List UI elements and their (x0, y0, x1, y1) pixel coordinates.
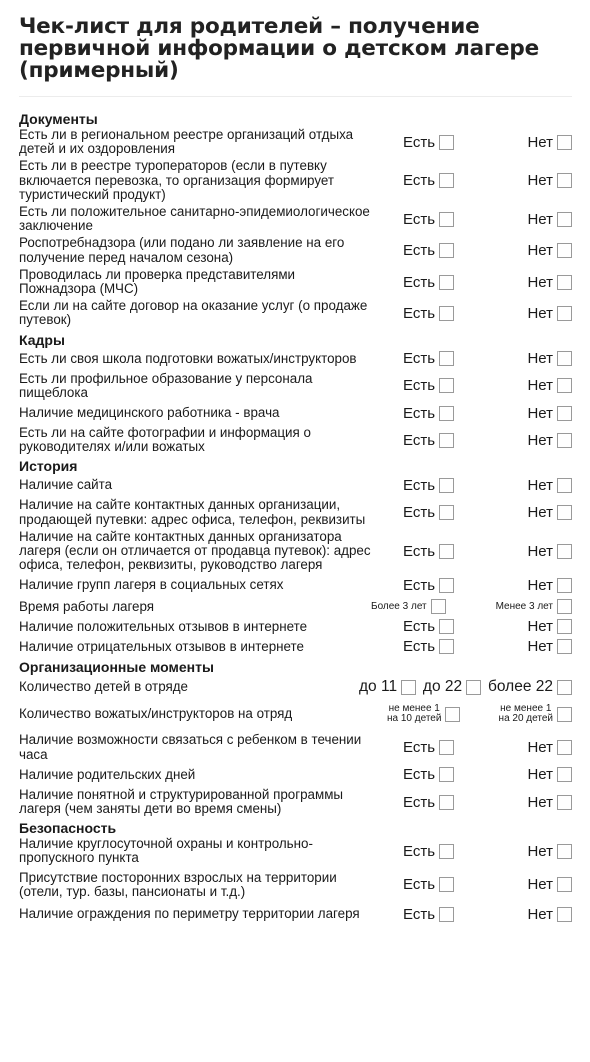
option-no[interactable] (527, 618, 572, 635)
answer-options (371, 209, 572, 229)
section-title: Документы (19, 111, 98, 127)
checkbox-yes[interactable] (439, 505, 454, 520)
option-no[interactable] (527, 242, 572, 259)
option-yes[interactable] (403, 618, 454, 635)
option-no[interactable] (527, 638, 572, 655)
checkbox-no[interactable] (557, 406, 572, 421)
checkbox-children-c[interactable] (557, 680, 572, 695)
answer-options (371, 792, 572, 812)
answer-options (371, 575, 572, 595)
checklist-row (19, 425, 572, 456)
checklist-row (19, 574, 572, 597)
answer-options (371, 841, 572, 861)
checkbox-less-3-years[interactable] (557, 599, 572, 614)
checklist-row (19, 371, 572, 402)
answer-options (371, 241, 572, 261)
checklist-row (19, 298, 572, 329)
question-text: Наличие положительных отзывов в интернете (19, 618, 308, 634)
option-no[interactable] (527, 794, 572, 811)
option-yes[interactable] (403, 843, 454, 860)
option-more-3-years[interactable] (371, 599, 446, 614)
option-yes-label: Есть (403, 876, 436, 894)
question-text: Наличие групп лагеря в социальных сетях (19, 577, 284, 593)
option-yes[interactable] (403, 242, 454, 259)
checkbox-yes[interactable] (439, 243, 454, 258)
checklist-row (19, 787, 572, 818)
option-no-label: Нет (527, 273, 553, 291)
option-label (387, 704, 441, 724)
checkbox-no[interactable] (557, 306, 572, 321)
checkbox-more-3-years[interactable] (431, 599, 446, 614)
option-yes-label: Есть (403, 793, 436, 811)
checklist-row (19, 127, 572, 158)
checklist-row (19, 497, 572, 528)
option-no-label: Нет (527, 842, 553, 860)
checklist-row (19, 474, 572, 497)
checkbox-yes[interactable] (439, 306, 454, 321)
option-no[interactable] (527, 477, 572, 494)
option-no-label: Нет (527, 504, 553, 522)
option-no-label: Нет (527, 350, 553, 368)
option-yes-label: Есть (403, 542, 436, 560)
question-text: Есть ли в региональном реестре организаций отдыха детей и их оздоровления (19, 127, 354, 157)
answer-options (371, 171, 572, 191)
checkbox-yes[interactable] (439, 639, 454, 654)
checkbox-no[interactable] (557, 135, 572, 150)
question-text: Наличие родительских дней (19, 766, 196, 782)
checkbox-no[interactable] (557, 907, 572, 922)
option-no[interactable] (527, 766, 572, 783)
checkbox-yes[interactable] (439, 907, 454, 922)
question-text: Есть ли профильное образование у персонала пищеблока (19, 370, 313, 400)
checkbox-yes[interactable] (439, 619, 454, 634)
checkbox-no[interactable] (557, 740, 572, 755)
checkbox-no[interactable] (557, 505, 572, 520)
checkbox-yes[interactable] (439, 544, 454, 559)
checklist-row-work-time (19, 597, 572, 617)
option-yes[interactable] (403, 543, 454, 560)
question-text: Если ли на сайте договор на оказание услуг (о продаже путевок) (19, 298, 368, 328)
option-yes[interactable] (403, 739, 454, 756)
checklist-row (19, 348, 572, 371)
option-less-3-years[interactable] (496, 599, 572, 614)
checklist-row (19, 158, 572, 204)
option-yes[interactable] (403, 577, 454, 594)
checklist-row (19, 529, 572, 575)
option-no-label: Нет (527, 133, 553, 151)
option-no-label: Нет (527, 304, 553, 322)
option-yes-label: Есть (403, 739, 436, 757)
checklist-row (19, 617, 572, 637)
section-title: История (19, 458, 78, 475)
question-text: Есть ли положительное санитарно-эпидемиологическое заключение (19, 204, 370, 234)
option-label: до 11 (359, 678, 398, 696)
answer-options (371, 430, 572, 450)
checkbox-no[interactable] (557, 795, 572, 810)
checkbox-yes[interactable] (439, 767, 454, 782)
checkbox-yes[interactable] (439, 844, 454, 859)
option-no[interactable] (527, 305, 572, 322)
answer-options (371, 598, 572, 615)
question-text: Наличие возможности связаться с ребенком в течении часа (19, 732, 362, 762)
section-staff (19, 330, 572, 457)
option-no-label: Нет (527, 766, 553, 784)
option-yes[interactable] (403, 794, 454, 811)
option-label-line1: не менее 1 (500, 703, 552, 715)
option-yes-label: Есть (403, 210, 436, 228)
option-label-line2: на 20 детей (498, 713, 553, 725)
checklist-row (19, 903, 572, 928)
checkbox-no[interactable] (557, 478, 572, 493)
checklist-row (19, 836, 572, 869)
option-yes-label: Есть (403, 504, 436, 522)
checkbox-no[interactable] (557, 544, 572, 559)
option-yes[interactable] (403, 876, 454, 893)
option-label: Более 3 лет (371, 601, 427, 613)
option-no[interactable] (527, 543, 572, 560)
question-text: Наличие на сайте контактных данных организации, продающей путевки: адрес офиса, телефон, реквизиты (19, 497, 366, 527)
option-yes[interactable] (403, 766, 454, 783)
option-yes[interactable] (403, 172, 454, 189)
checklist-row-counselors (19, 700, 572, 732)
answer-options (387, 704, 572, 724)
answer-options (371, 376, 572, 396)
option-no[interactable] (527, 906, 572, 923)
option-yes[interactable] (403, 432, 454, 449)
option-yes-label: Есть (403, 766, 436, 784)
option-yes-label: Есть (403, 304, 436, 322)
option-label-line1: не менее 1 (388, 703, 440, 715)
checkbox-children-b[interactable] (466, 680, 481, 695)
option-yes-label: Есть (403, 618, 436, 636)
option-yes[interactable] (403, 274, 454, 291)
option-no[interactable] (527, 274, 572, 291)
checklist-row-children-count (19, 675, 572, 700)
option-children-c[interactable] (488, 678, 572, 696)
checkbox-no[interactable] (557, 212, 572, 227)
checkbox-no[interactable] (557, 844, 572, 859)
option-no[interactable] (527, 405, 572, 422)
question-text: Количество детей в отряде (19, 679, 189, 695)
question-text: Наличие ограждения по периметру территории лагеря (19, 905, 360, 921)
option-no[interactable] (527, 350, 572, 367)
option-no-label: Нет (527, 638, 553, 656)
section-title: Безопасность (19, 820, 117, 837)
option-counselors-b[interactable] (499, 704, 572, 724)
option-no-label: Нет (527, 210, 553, 228)
section-title: Организационные моменты (19, 659, 214, 676)
option-yes-label: Есть (403, 842, 436, 860)
answer-options (371, 541, 572, 561)
question-text: Наличие сайта (19, 477, 113, 493)
section-history (19, 456, 572, 657)
answer-options (371, 503, 572, 523)
option-no-label: Нет (527, 431, 553, 449)
option-yes[interactable] (403, 405, 454, 422)
option-yes-label: Есть (403, 431, 436, 449)
question-text: Наличие понятной и структурированной программы лагеря (чем заняты дети во время смены) (19, 786, 344, 817)
question-text: Проводилась ли проверка представителями Пожнадзора (МЧС) (19, 266, 296, 297)
answer-options (371, 132, 572, 152)
answer-options (371, 738, 572, 758)
section-safety (19, 818, 572, 928)
option-yes-label: Есть (403, 377, 436, 395)
option-yes[interactable] (403, 504, 454, 521)
option-no-label: Нет (527, 404, 553, 422)
answer-options (371, 765, 572, 785)
answer-options (371, 475, 572, 495)
option-no-label: Нет (527, 242, 553, 260)
checkbox-no[interactable] (557, 351, 572, 366)
question-text: Присутствие посторонних взрослых на территории (отели, тур. базы, пансионаты и т.д.) (19, 869, 337, 899)
option-yes-label: Есть (403, 476, 436, 494)
checkbox-no[interactable] (557, 378, 572, 393)
option-no[interactable] (527, 843, 572, 860)
option-label: более 22 (488, 678, 553, 696)
checkbox-counselors-b[interactable] (557, 707, 572, 722)
checkbox-yes[interactable] (439, 578, 454, 593)
option-yes[interactable] (403, 305, 454, 322)
option-yes[interactable] (403, 211, 454, 228)
option-no-label: Нет (527, 876, 553, 894)
checkbox-yes[interactable] (439, 135, 454, 150)
option-children-a[interactable] (359, 678, 416, 696)
question-text: Время работы лагеря (19, 598, 155, 614)
option-counselors-a[interactable] (387, 704, 460, 724)
option-yes-label: Есть (403, 404, 436, 422)
checkbox-no[interactable] (557, 639, 572, 654)
divider (19, 96, 572, 97)
option-no-label: Нет (527, 476, 553, 494)
checklist-row (19, 235, 572, 266)
answer-options (371, 403, 572, 423)
option-no-label: Нет (527, 542, 553, 560)
checkbox-children-a[interactable] (401, 680, 416, 695)
section-title: Кадры (19, 331, 65, 348)
checkbox-no[interactable] (557, 767, 572, 782)
option-no[interactable] (527, 577, 572, 594)
option-yes-label: Есть (403, 638, 436, 656)
checkbox-counselors-a[interactable] (445, 707, 460, 722)
answer-options (371, 875, 572, 895)
option-yes-label: Есть (403, 273, 436, 291)
checkbox-no[interactable] (557, 243, 572, 258)
option-yes-label: Есть (403, 905, 436, 923)
option-label-line2: на 10 детей (387, 713, 442, 725)
option-yes[interactable] (403, 906, 454, 923)
checkbox-yes[interactable] (439, 351, 454, 366)
checkbox-yes[interactable] (439, 275, 454, 290)
option-no[interactable] (527, 504, 572, 521)
option-yes[interactable] (403, 477, 454, 494)
checkbox-no[interactable] (557, 275, 572, 290)
answer-options (371, 303, 572, 323)
option-no[interactable] (527, 211, 572, 228)
question-text: Есть ли своя школа подготовки вожатых/инструкторов (19, 350, 357, 366)
option-no[interactable] (527, 134, 572, 151)
question-text: Есть ли в реестре туроператоров (если в путевку включается перевозка, то организация формирует туристический продукт) (19, 158, 335, 202)
checklist-row (19, 870, 572, 903)
option-no[interactable] (527, 172, 572, 189)
option-no-label: Нет (527, 739, 553, 757)
section-org (19, 657, 572, 818)
option-no[interactable] (527, 876, 572, 893)
checkbox-yes[interactable] (439, 795, 454, 810)
answer-options (371, 349, 572, 369)
question-text: Есть ли на сайте фотографии и информация о руководителях и/или вожатых (19, 425, 311, 455)
option-no-label: Нет (527, 618, 553, 636)
option-no[interactable] (527, 739, 572, 756)
option-yes-label: Есть (403, 242, 436, 260)
checkbox-yes[interactable] (439, 212, 454, 227)
checklist-row (19, 204, 572, 235)
checklist-row (19, 764, 572, 787)
option-children-b[interactable] (423, 678, 481, 696)
checklist-row (19, 637, 572, 657)
checkbox-no[interactable] (557, 877, 572, 892)
checklist-row (19, 732, 572, 763)
option-no-label: Нет (527, 793, 553, 811)
checkbox-no[interactable] (557, 433, 572, 448)
option-no[interactable] (527, 377, 572, 394)
checkbox-yes[interactable] (439, 406, 454, 421)
option-yes-label: Есть (403, 350, 436, 368)
page-title: Чек-лист для родителей – получение первичной информации о детском лагере (примерный) (19, 14, 539, 83)
answer-options (371, 904, 572, 924)
option-yes-label: Есть (403, 576, 436, 594)
answer-options (371, 272, 572, 292)
checkbox-no[interactable] (557, 619, 572, 634)
option-yes-label: Есть (403, 133, 436, 151)
checkbox-no[interactable] (557, 173, 572, 188)
option-no-label: Нет (527, 905, 553, 923)
question-text: Наличие отрицательных отзывов в интернете (19, 638, 304, 654)
checkbox-no[interactable] (557, 578, 572, 593)
option-label (499, 704, 553, 724)
option-yes-label: Есть (403, 172, 436, 190)
question-text: Наличие круглосуточной охраны и контрольно-пропускного пункта (19, 836, 313, 866)
section-documents (19, 109, 572, 330)
option-label: Менее 3 лет (495, 601, 553, 613)
question-text: Роспотребнадзора (или подано ли заявление на его получение перед началом сезона) (19, 235, 345, 265)
option-no-label: Нет (527, 576, 553, 594)
option-yes[interactable] (403, 134, 454, 151)
checklist-row (19, 267, 572, 298)
checkbox-yes[interactable] (439, 478, 454, 493)
answer-options (371, 618, 572, 635)
question-text: Наличие медицинского работника - врача (19, 404, 280, 420)
checkbox-yes[interactable] (439, 378, 454, 393)
answer-options (371, 638, 572, 655)
option-label: до 22 (422, 678, 463, 696)
checkbox-yes[interactable] (439, 740, 454, 755)
question-text: Наличие на сайте контактных данных организатора лагеря (если он отличается от продавца путевок): адрес офиса, телефон, реквизиты, руководство лагеря (19, 528, 371, 573)
checklist-row (19, 402, 572, 425)
checkbox-yes[interactable] (439, 877, 454, 892)
option-yes[interactable] (403, 377, 454, 394)
option-no[interactable] (527, 432, 572, 449)
checkbox-yes[interactable] (439, 173, 454, 188)
option-yes[interactable] (403, 350, 454, 367)
checkbox-yes[interactable] (439, 433, 454, 448)
answer-options (359, 678, 572, 696)
option-yes[interactable] (403, 638, 454, 655)
option-no-label: Нет (527, 172, 553, 190)
option-no-label: Нет (527, 377, 553, 395)
question-text: Количество вожатых/инструкторов на отряд (19, 706, 293, 722)
